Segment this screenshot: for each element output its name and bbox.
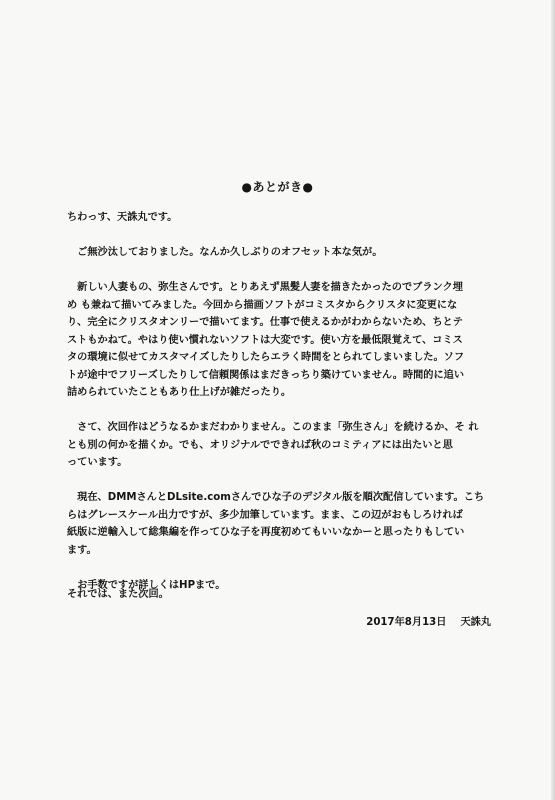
closing-line: それでは、また次回。 [67, 589, 169, 600]
paragraph-digital-edition [67, 489, 491, 559]
text-line: 紙版に逆輸入して総集編を作ってひな子を再度初めてもいいなかーと思ったりもしてい [67, 527, 465, 538]
text-line: 現在、DMMさんとDLsite.comさんでひな子のデジタル版を順次配信しています。こち [67, 492, 485, 503]
text-line: り、完全にクリスタオンリーで描いてます。仕事で使えるかがわからないため、ちとテ [67, 317, 463, 328]
paragraph-long-time [67, 244, 491, 262]
text-line: め も兼ねて描いてみました。今回から描画ソフトがコミスタからクリスタに変更にな [67, 299, 458, 311]
text-line: らはグレースケール出力ですが、多少加筆しています。まま、この辺がおもしろければ [67, 509, 463, 521]
text-line: とも別の何かを描くか。でも、オリジナルでできれば秋のコミティアには出たいと思 [67, 439, 453, 451]
text-line: ちわっす、天誅丸です。 [67, 212, 178, 223]
paragraph-new-work [67, 279, 491, 402]
paragraph-next-work [67, 419, 491, 472]
author-name: 天誅丸 [460, 617, 491, 628]
text-line: トが途中でフリーズしたりして信頼関係はまだきっちり築けていません。時間的に追い [67, 369, 465, 381]
text-line: タの環境に似せてカスタマイズしたりしたらエラく時間をとられてしまいました。ソフ [67, 352, 465, 363]
page-edge-shadow [551, 0, 555, 800]
afterword-title: ●あとがき● [241, 180, 314, 194]
text-line: ストもかねて。やはり使い慣れないソフトは大変です。使い方を最低限覚えて、コミス [67, 334, 463, 346]
text-line: お手数ですが詳しくはHPまで。 [67, 579, 226, 591]
text-line: 詰められていたこともあり仕上げが雑だったり。 [67, 387, 292, 398]
text-line: ます。 [67, 544, 97, 556]
paragraph-greeting [67, 209, 491, 227]
text-line: っています。 [67, 457, 128, 468]
text-line: さて、次回作はどうなるかまだわかりません。このまま「弥生さん」を続けるか、そ れ [67, 422, 479, 433]
text-line: ご無沙汰しておりました。なんか久しぶりのオフセット本な気が。 [67, 247, 383, 258]
afterword-body [67, 209, 491, 612]
signature-row [366, 613, 491, 628]
text-line: 新しい人妻もの、弥生さんです。とりあえず黒髪人妻を描きたかったのでブランク埋 [67, 282, 463, 293]
date-text: 2017年8月13日 [366, 617, 447, 628]
